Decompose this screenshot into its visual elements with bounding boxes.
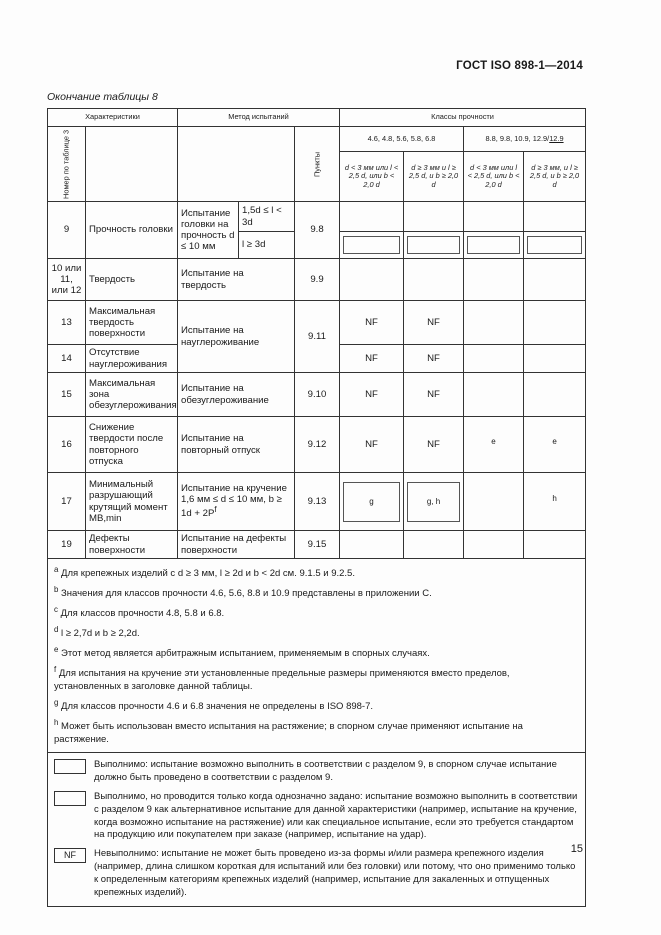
row-characteristic: Максимальная твердость поверхности [86,301,178,345]
footnote: $^f$ Для испытания на кручение эти установленные предельные размеры применяются вместо пределов, установленных в заголовке данной таблицы. [54,664,510,692]
footnote: $^g$ Для классов прочности 4.6 и 6.8 значения не определены в ISO 898-7. [54,697,374,712]
method-footnote-ref: f [214,505,217,515]
footnote: $^a$ Для крепежных изделий с d ≥ 3 мм, l ≥ 2d и b < 2d см. 9.1.5 и 9.2.5. [54,565,355,580]
row-method: Испытание на науглероживание [178,301,295,373]
header-group-1: 4.6, 4.8, 5.6, 5.8, 6.8 [340,127,464,152]
cell-footnote-ref: h [524,473,586,531]
footnote: $^c$ Для классов прочности 4.8, 5.8 и 6.8. [54,604,225,620]
row-clause: 9.8 [295,202,340,259]
row-method: Испытание на дефекты поверхности [178,531,295,559]
header-clauses: Пункты [295,127,340,202]
row-clause: 9.10 [295,373,340,417]
cell-value: NF [404,301,464,345]
footnote: $^d$ l ≥ 2,7d и b ≥ 2,2d. [54,624,140,640]
cell-value: NF [340,345,404,373]
cell-value: NF [404,345,464,373]
row-number: 14 [48,345,86,373]
legend-symbol [54,759,86,774]
header-row-number: Номер по таблице 3 [48,127,86,202]
legend-item: Выполнимо: испытание возможно выполнить в соответствии с разделом 9, в спорном случае испытание должно быть проведено в соответствии с разделом 9. [54,759,579,785]
row-method: Испытание головки на прочность d ≤ 10 мм [178,202,239,259]
row-method: Испытание на повторный отпуск [178,417,295,473]
legend-item: NF Невыполнимо: испытание не может быть проведено из-за формы и/или размера крепежного изделия (например, длина слишком короткая для испытаний или без головки) или потому, что оно применимо только к определенным категориям крепежных изделий (например, испытание для закаленных и отпущенных крепежных изделий). [54,848,579,899]
row-characteristic: Отсутствие науглероживания [86,345,178,373]
cell-footnote-ref: e [524,417,586,473]
cell-footnote-ref: g, h [404,473,464,531]
cell-value: NF [404,417,464,473]
footnote: $^e$ Этот метод является арбитражным испытанием, применяемым в спорных случаях. [54,644,430,660]
row-number: 17 [48,473,86,531]
subheader-1: d < 3 мм или l < 2,5 d, или b < 2,0 d [340,152,404,202]
row-clause: 9.9 [295,259,340,301]
cell-value: NF [340,373,404,417]
legend [48,753,586,906]
row-method: Испытание на твердость [178,259,295,301]
row-number: 19 [48,531,86,559]
row-characteristic: Твердость [86,259,178,301]
row-characteristic: Минимальный разрушающий крутящий момент MB,min [86,473,178,531]
row-clause: 9.11 [295,301,340,373]
row-clause: 9.12 [295,417,340,473]
row-clause: 9.13 [295,473,340,531]
row-number: 9 [48,202,86,259]
row-characteristic: Максимальная зона обезуглероживания [86,373,178,417]
row-method: Испытание на обезуглероживание [178,373,295,417]
cell-empty [524,202,586,232]
row-characteristic: Прочность головки [86,202,178,259]
header-method: Метод испытаний [178,109,340,127]
row-number: 10 или 11, или 12 [48,259,86,301]
underlined-class: 12.9 [549,133,564,143]
subheader-3: d < 3 мм или l < 2,5 d, или b < 2,0 d [464,152,524,202]
row-number: 16 [48,417,86,473]
header-group-2: 8.8, 9.8, 10.9, 12.9/12.9 [464,127,586,152]
cell-boxed [524,232,586,259]
cell-boxed [404,232,464,259]
header-char-blank [86,127,178,202]
cell-value: NF [340,417,404,473]
header-method-blank [178,127,295,202]
row-characteristic: Дефекты поверхности [86,531,178,559]
row-condition: l ≥ 3d [239,232,295,259]
legend-symbol: NF [54,848,86,863]
cell-boxed [464,232,524,259]
cell-footnote-ref: g [340,473,404,531]
row-clause: 9.15 [295,531,340,559]
cell-empty [464,202,524,232]
header-characteristics: Характеристики [48,109,178,127]
row-number: 13 [48,301,86,345]
legend-item: Выполнимо, но проводится только когда однозначно задано: испытание возможно выполнить в соответствии с разделом 9 как альтернативное испытание для данной характеристики (например, испытание на кручение, когда возможно испытание на растяжение) или как специальное испытание, если это требуется стандартом на продукцию или покупателем при заказе (например, испытание на удар). [54,791,579,842]
cell-boxed [340,232,404,259]
row-method: Испытание на кручение 1,6 мм ≤ d ≤ 10 мм, $b \ge 1d + 2P^f$ [178,473,295,531]
cell-empty [340,202,404,232]
cell-value: NF [404,373,464,417]
cell-empty [464,473,524,531]
footnote: $^b$ Значения для классов прочности 4.6, 5.6, 8.8 и 10.9 представлены в приложении С. [54,584,432,600]
row-condition: 1,5d ≤ l < 3d [239,202,295,232]
cell-footnote-ref: e [464,417,524,473]
cell-empty [404,202,464,232]
document-header: ГОСТ ISO 898-1—2014 [456,60,583,72]
page-number: 15 [570,843,583,855]
table-caption: Окончание таблицы 8 [47,91,158,103]
subheader-4: d ≥ 3 мм, и l ≥ 2,5 d, и b ≥ 2,0 d [524,152,586,202]
row-characteristic: Снижение твердости после повторного отпуска [86,417,178,473]
footnotes [48,559,586,753]
header-classes: Классы прочности [340,109,586,127]
cell-value: NF [340,301,404,345]
footnote: $^h$ Может быть использован вместо испытания на растяжение; в спорном случае применяют испытание на растяжение. [54,717,523,745]
properties-table [47,108,586,907]
legend-symbol [54,791,86,806]
subheader-2: d ≥ 3 мм и l ≥ 2,5 d, и b ≥ 2,0 d [404,152,464,202]
row-number: 15 [48,373,86,417]
